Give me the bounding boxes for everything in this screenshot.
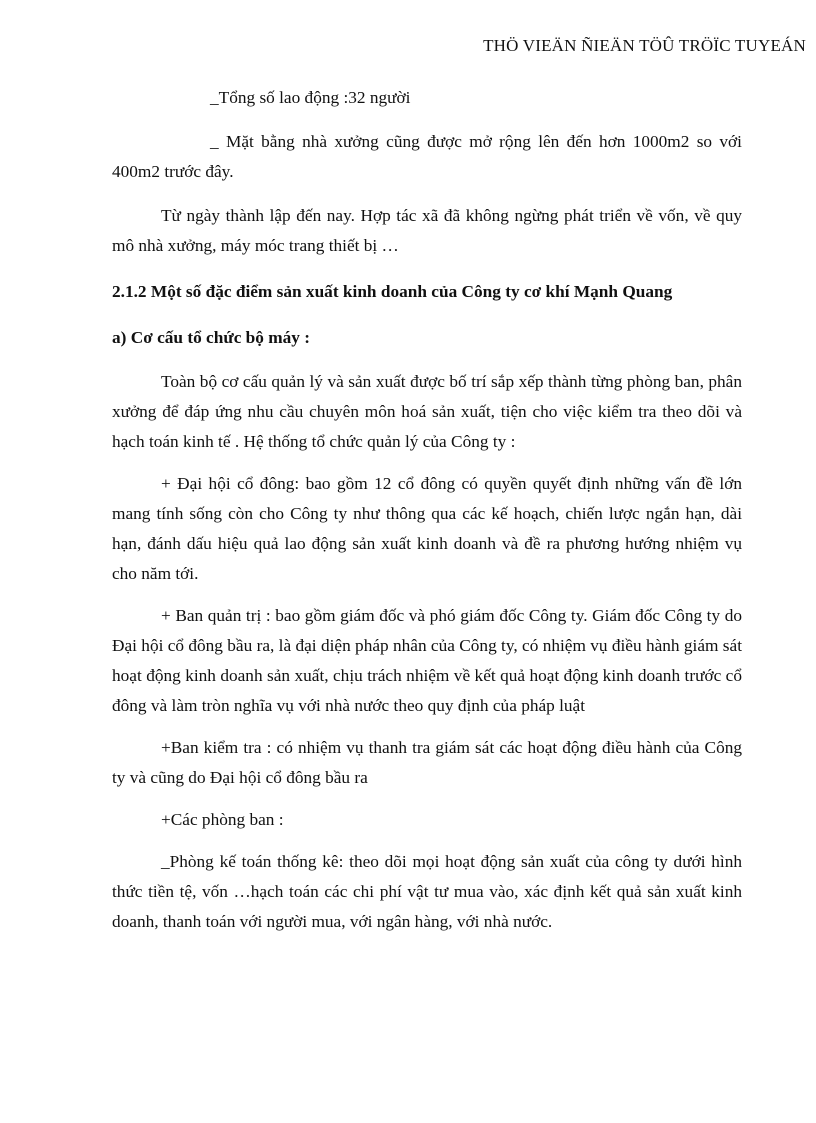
shareholders-paragraph: + Đại hội cổ đông: bao gồm 12 cổ đông có quyền quyết định những vấn đề lớn mang tính sống còn cho Công ty như thông qua các kế hoạch, chiến lược ngắn hạn, dài hạn, đánh dấu hiệu quả lao động sản xuất kinh doanh và đề ra phương hướng nhiệm vụ cho năm tới. [112, 474, 742, 583]
departments-line: +Các phòng ban : [161, 810, 284, 829]
factory-area-paragraph: _ Mặt bằng nhà xưởng cũng được mở rộng lên đến hơn 1000m2 so với 400m2 trước đây. [112, 132, 742, 181]
development-paragraph: Từ ngày thành lập đến nay. Hợp tác xã đã không ngừng phát triển về vốn, về quy mô nhà xưởng, máy móc trang thiết bị … [112, 206, 742, 255]
labor-count-line: _Tổng số lao động :32 người [210, 88, 411, 107]
board-paragraph: + Ban quản trị : bao gồm giám đốc và phó giám đốc Công ty. Giám đốc Công ty do Đại hội cổ đông bầu ra, là đại diện pháp nhân của Công ty, có nhiệm vụ điều hành giám sát hoạt động kinh doanh sản xuất, chịu trách nhiệm về kết quả hoạt động kinh doanh trước cổ đông và làm tròn nghĩa vụ với nhà nước theo quy định của pháp luật [112, 606, 742, 715]
document-body [112, 83, 742, 937]
structure-paragraph: Toàn bộ cơ cấu quản lý và sản xuất được bố trí sắp xếp thành từng phòng ban, phân xưởng để đáp ứng nhu cầu chuyên môn hoá sản xuất, tiện cho việc kiểm tra theo dõi và hạch toán kinh tế . Hệ thống tổ chức quản lý của Công ty : [112, 372, 742, 451]
accounting-paragraph: _Phòng kế toán thống kê: theo dõi mọi hoạt động sản xuất của công ty dưới hình thức tiền tệ, vốn …hạch toán các chi phí vật tư mua vào, xác định kết quả sản xuất kinh doanh, thanh toán với người mua, với ngân hàng, với nhà nước. [112, 852, 742, 931]
subsection-heading: a) Cơ cấu tổ chức bộ máy : [112, 328, 311, 347]
page-header: THÖ VIEÄN ÑIEÄN TÖÛ TRÖÏC TUYEÁN [483, 36, 806, 55]
inspection-paragraph: +Ban kiểm tra : có nhiệm vụ thanh tra giám sát các hoạt động điều hành của Công ty và cũng do Đại hội cổ đông bầu ra [112, 738, 742, 787]
section-heading: 2.1.2 Một số đặc điểm sản xuất kinh doanh của Công ty cơ khí Mạnh Quang [112, 282, 673, 301]
